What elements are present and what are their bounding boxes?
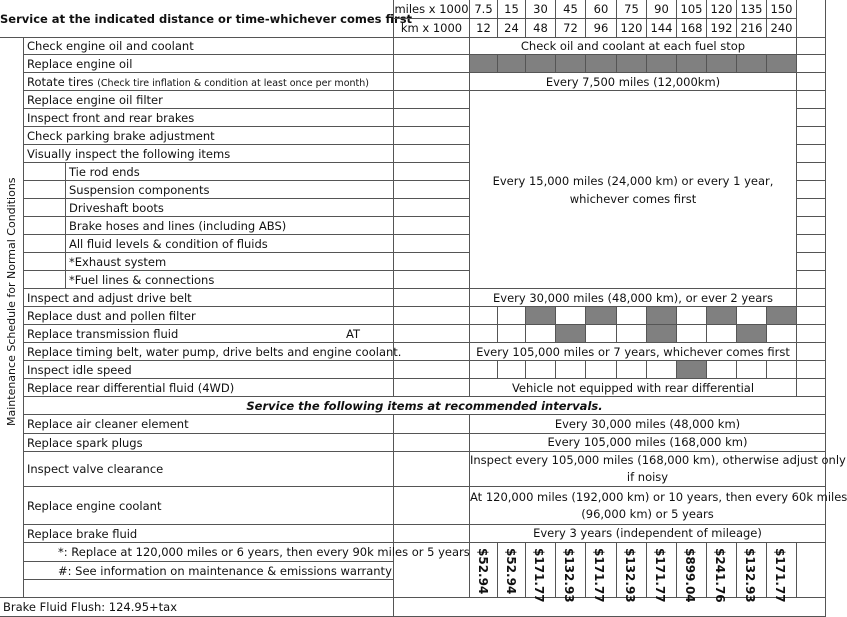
row-label-rotate_tires [24,73,394,91]
interval-drive_belt: Every 30,000 miles (48,000 km), or ever 2 years [470,289,797,307]
row-spacer [394,452,470,487]
miles-header-6: 90 [647,0,677,19]
miles-header-8: 120 [707,0,737,19]
schedule-cell-replace_oil-4 [586,55,617,73]
km-header-7: 168 [677,19,707,38]
interval-check_oil: Check oil and coolant at each fuel stop [470,38,797,55]
schedule-cell-idle-10 [767,361,797,379]
row-spacer [394,127,470,145]
schedule-cell-transmission-1 [498,325,526,343]
indent-spacer [24,253,66,271]
schedule-cell-transmission-0 [470,325,498,343]
row-spacer [394,487,470,525]
schedule-cell-idle-6 [647,361,677,379]
schedule-cell-transmission-5 [617,325,647,343]
km-header-6: 144 [647,19,677,38]
schedule-cell-idle-9 [737,361,767,379]
row-spacer [394,55,470,73]
row-end [797,38,826,55]
row-label-brake_hoses: Brake hoses and lines (including ABS) [66,217,394,235]
row-end [797,199,826,217]
row-spacer [394,379,470,397]
row-label-transmission [24,325,394,343]
schedule-cell-pollen-3 [556,307,586,325]
row-label-pollen: Replace dust and pollen filter [24,307,394,325]
interval-rear_diff: Vehicle not equipped with rear differential [470,379,797,397]
km-header-9: 216 [737,19,767,38]
price-label: $241.76 [713,548,727,603]
schedule-cell-replace_oil-10 [767,55,797,73]
schedule-cell-idle-5 [617,361,647,379]
miles-header-10: 150 [767,0,797,19]
transmission-at: AT [346,327,360,341]
row-spacer [394,325,470,343]
row-end [797,289,826,307]
interval-coolant-line-1: (96,000 km) or 5 years [581,506,714,521]
row-end [797,145,826,163]
indent-spacer [24,181,66,199]
interval-timing: Every 105,000 miles or 7 years, whichever comes first [470,343,797,361]
interval-rotate_tires: Every 7,500 miles (12,000km) [470,73,797,91]
row-label-drive_belt: Inspect and adjust drive belt [24,289,394,307]
row-spacer [394,361,470,379]
price-end [797,543,826,598]
header-spacer [797,0,826,38]
note-spacer [24,580,394,598]
row-label-fluids: All fluid levels & condition of fluids [66,235,394,253]
row-end [797,271,826,289]
schedule-cell-replace_oil-0 [470,55,498,73]
row-label-valve: Inspect valve clearance [24,452,394,487]
row-spacer [394,415,470,434]
rotate-tires-note: (Check tire inflation & condition at least once per month) [97,78,369,89]
row-label-coolant: Replace engine coolant [24,487,394,525]
schedule-cell-pollen-4 [586,307,617,325]
schedule-cell-idle-8 [707,361,737,379]
schedule-cell-pollen-6 [647,307,677,325]
row-label-tie_rod: Tie rod ends [66,163,394,181]
interval-valve [470,452,846,487]
row-spacer [394,91,470,109]
row-end [797,109,826,127]
row-spacer [394,109,470,127]
row-end [797,307,826,325]
schedule-cell-transmission-4 [586,325,617,343]
row-end [797,55,826,73]
row-end [797,217,826,235]
schedule-cell-transmission-9 [737,325,767,343]
row-spacer [394,145,470,163]
schedule-cell-replace_oil-2 [526,55,556,73]
row-label-air_cleaner: Replace air cleaner element [24,415,394,434]
price-label: $132.93 [623,548,637,603]
interval-spark [470,434,826,452]
km-header-5: 120 [617,19,647,38]
row-end [797,163,826,181]
row-label-check_oil: Check engine oil and coolant [24,38,394,55]
interval-brake_fluid [470,525,826,543]
note-hash: #: See information on maintenance & emissions warranty [24,562,394,580]
row-spacer [394,307,470,325]
price-label: $52.94 [476,548,490,595]
schedule-cell-replace_oil-7 [677,55,707,73]
schedule-cell-idle-2 [526,361,556,379]
row-end [797,343,826,361]
schedule-cell-replace_oil-8 [707,55,737,73]
schedule-cell-pollen-8 [707,307,737,325]
interval-spark-line-0: Every 105,000 miles (168,000 km) [547,435,748,449]
miles-header-2: 30 [526,0,556,19]
schedule-cell-transmission-2 [526,325,556,343]
row-spacer [394,343,470,361]
row-label-visually: Visually inspect the following items [24,145,394,163]
row-end [797,127,826,145]
row-label-idle: Inspect idle speed [24,361,394,379]
interval-valve-line-1: if noisy [626,470,669,484]
row-label-suspension: Suspension components [66,181,394,199]
schedule-cell-idle-1 [498,361,526,379]
schedule-cell-pollen-10 [767,307,797,325]
miles-label: miles x 1000 [394,0,470,19]
row-label-rear_diff: Replace rear differential fluid (4WD) [24,379,394,397]
interval-brake_fluid-line-0: Every 3 years (independent of mileage) [533,526,762,540]
row-label-brake_fluid: Replace brake fluid [24,525,394,543]
miles-header-7: 105 [677,0,707,19]
km-header-1: 24 [498,19,526,38]
km-header-4: 96 [586,19,617,38]
schedule-cell-idle-4 [586,361,617,379]
interval-every-15k [470,91,797,289]
schedule-cell-replace_oil-1 [498,55,526,73]
schedule-cell-transmission-8 [707,325,737,343]
row-label-parking_brake: Check parking brake adjustment [24,127,394,145]
price-label: $899.04 [683,548,697,603]
price-label: $132.93 [743,548,757,603]
schedule-cell-pollen-5 [617,307,647,325]
schedule-cell-pollen-7 [677,307,707,325]
row-spacer [394,38,470,55]
interval-valve-line-0: Inspect every 105,000 miles (168,000 km), otherwise adjust only [470,453,846,467]
row-spacer [394,73,470,91]
row-end [797,325,826,343]
row-spacer [394,289,470,307]
price-label: $171.77 [592,548,606,603]
price-label: $132.93 [562,548,576,603]
rotate-tires-label: Rotate tires [27,75,94,89]
section2-title: Service the following items at recommended intervals. [24,397,826,415]
row-spacer [394,199,470,217]
note-star: *: Replace at 120,000 miles or 6 years, then every 90k miles or 5 years [24,543,394,562]
miles-header-0: 7.5 [470,0,498,19]
row-spacer [394,235,470,253]
transmission-label: Replace transmission fluid [27,327,179,341]
interval-coolant [470,487,847,525]
schedule-cell-idle-3 [556,361,586,379]
schedule-cell-replace_oil-5 [617,55,647,73]
note-right-spacer [394,543,470,598]
schedule-cell-idle-0 [470,361,498,379]
schedule-cell-transmission-10 [767,325,797,343]
row-end [797,181,826,199]
km-label: km x 1000 [394,19,470,38]
brake-fluid-flush: Brake Fluid Flush: 124.95+tax [0,598,394,617]
row-label-inspect_brakes: Inspect front and rear brakes [24,109,394,127]
miles-header-3: 45 [556,0,586,19]
price-label: $171.77 [773,548,787,603]
km-header-3: 72 [556,19,586,38]
row-label-driveshaft: Driveshaft boots [66,199,394,217]
indent-spacer [24,217,66,235]
price-label: $171.77 [653,548,667,603]
schedule-cell-replace_oil-9 [737,55,767,73]
price-label: $52.94 [504,548,518,595]
indent-spacer [24,163,66,181]
schedule-cell-pollen-0 [470,307,498,325]
row-label-exhaust: *Exhaust system [66,253,394,271]
interval-every-15k-text: Every 15,000 miles (24,000 km) or every 1 year, whichever comes first [492,173,774,206]
schedule-cell-pollen-9 [737,307,767,325]
row-label-replace_filter: Replace engine oil filter [24,91,394,109]
row-end [797,379,826,397]
row-spacer [394,271,470,289]
row-label-spark: Replace spark plugs [24,434,394,452]
header-title: Service at the indicated distance or time-whichever comes first [0,0,394,38]
row-end [797,253,826,271]
row-end [797,235,826,253]
km-header-2: 48 [526,19,556,38]
schedule-cell-transmission-7 [677,325,707,343]
miles-header-5: 75 [617,0,647,19]
row-spacer [394,434,470,452]
schedule-cell-transmission-3 [556,325,586,343]
schedule-cell-replace_oil-6 [647,55,677,73]
interval-air_cleaner [470,415,826,434]
km-header-10: 240 [767,19,797,38]
row-end [797,91,826,109]
row-end [797,73,826,91]
price-label: $171.77 [532,548,546,603]
row-spacer [394,163,470,181]
km-header-0: 12 [470,19,498,38]
row-spacer [394,525,470,543]
row-end [797,361,826,379]
indent-spacer [24,271,66,289]
row-label-fuel_lines: *Fuel lines & connections [66,271,394,289]
schedule-cell-replace_oil-3 [556,55,586,73]
row-spacer [394,181,470,199]
indent-spacer [24,199,66,217]
schedule-cell-pollen-2 [526,307,556,325]
km-header-8: 192 [707,19,737,38]
schedule-cell-pollen-1 [498,307,526,325]
miles-header-1: 15 [498,0,526,19]
schedule-cell-idle-7 [677,361,707,379]
row-label-replace_oil: Replace engine oil [24,55,394,73]
row-spacer [394,217,470,235]
interval-air_cleaner-line-0: Every 30,000 miles (48,000 km) [554,416,741,431]
miles-header-4: 60 [586,0,617,19]
schedule-cell-transmission-6 [647,325,677,343]
interval-coolant-line-0: At 120,000 miles (192,000 km) or 10 years, then every 60k miles [470,489,847,504]
row-spacer [394,253,470,271]
row-label-timing: Replace timing belt, water pump, drive belts and engine coolant. [24,343,394,361]
indent-spacer [24,235,66,253]
side-label: Maintenance Schedule for Normal Conditions [5,177,18,426]
miles-header-9: 135 [737,0,767,19]
